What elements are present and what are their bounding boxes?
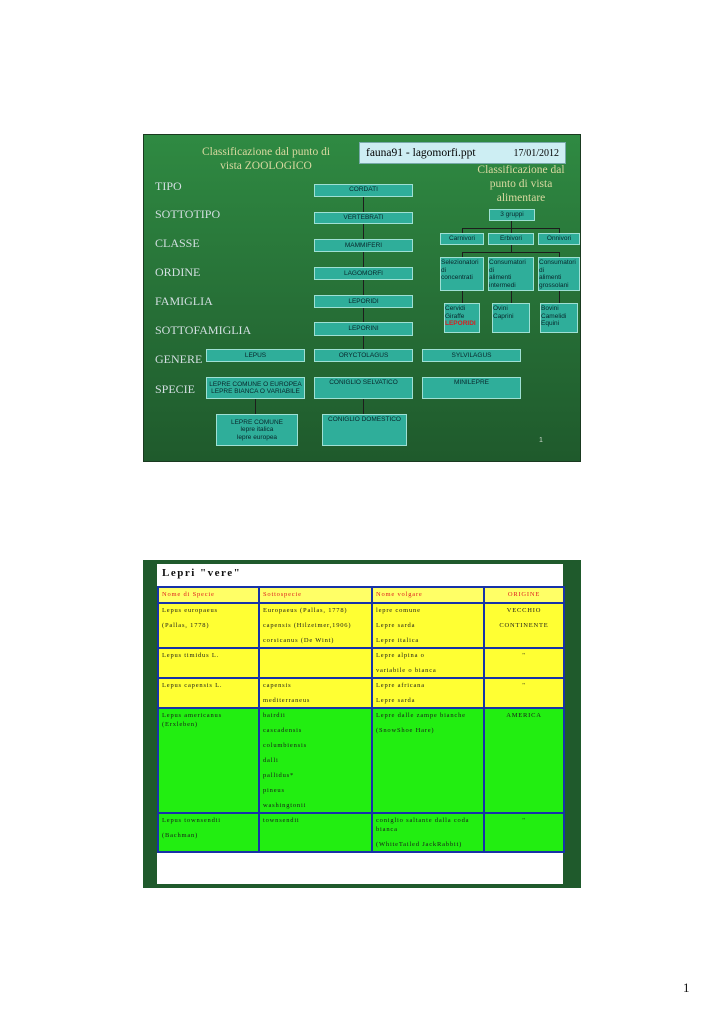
cell-subspecies-line: corsicanus (De Wint) bbox=[263, 637, 335, 644]
table-row bbox=[158, 813, 564, 852]
cell-subspecies-line: washingtonii bbox=[263, 802, 307, 809]
cell-species bbox=[158, 708, 259, 813]
food-sel-line: di bbox=[441, 266, 447, 274]
cell-common-name-line: Lepre dalle zampe bianche bbox=[376, 712, 466, 719]
food-consumatori-grossolani bbox=[538, 257, 580, 291]
taxon-cordati: CORDATI bbox=[314, 184, 413, 197]
cell-common-name-line: Lepre africana bbox=[376, 682, 425, 689]
taxon-lagomorfi: LAGOMORFI bbox=[314, 267, 413, 280]
food-int-line: alimenti bbox=[489, 274, 512, 281]
cell-species-line: Lepus townsendii bbox=[162, 817, 221, 824]
cell-origin-line: AMERICA bbox=[506, 712, 542, 719]
slide-lepri-vere bbox=[143, 560, 581, 888]
header-species: Nome di Specie bbox=[158, 587, 259, 603]
cell-subspecies bbox=[259, 813, 372, 852]
table-row bbox=[158, 603, 564, 648]
taxon-leporini: LEPORINI bbox=[314, 322, 413, 336]
subspecies-lepre-line-1: LEPRE COMUNE bbox=[230, 418, 283, 426]
connector bbox=[462, 252, 560, 253]
rank-classe: CLASSE bbox=[155, 236, 200, 250]
food-3-gruppi: 3 gruppi bbox=[489, 209, 535, 221]
table-row bbox=[158, 708, 564, 813]
header-origin: ORIGINE bbox=[484, 587, 564, 603]
food-sel-line: concentrati bbox=[441, 274, 473, 281]
cell-subspecies-line: pineus bbox=[263, 787, 285, 794]
cell-common-name bbox=[372, 603, 484, 648]
cell-species-line: Lepus timidus L. bbox=[162, 652, 220, 659]
food-cervidi: Cervidi bbox=[445, 305, 466, 312]
cell-origin-line: " bbox=[522, 817, 526, 824]
food-int-line: intermedi bbox=[489, 281, 516, 289]
table-row bbox=[158, 648, 564, 678]
cell-subspecies-line: Europaeus (Pallas, 1778) bbox=[263, 607, 348, 614]
cell-subspecies-line: columbiensis bbox=[263, 742, 307, 749]
slide-title: Lepri "vere" bbox=[162, 567, 242, 579]
cell-subspecies-line: capensis bbox=[263, 682, 292, 689]
cell-species bbox=[158, 603, 259, 648]
table-body bbox=[158, 603, 564, 852]
cell-origin bbox=[484, 678, 564, 708]
food-bovini: Bovini bbox=[541, 305, 559, 312]
food-title: Classificazione dal punto di vista alimentare bbox=[477, 164, 565, 204]
cell-species-line: Lepus capensis L. bbox=[162, 682, 223, 689]
food-int-line: di bbox=[489, 266, 495, 274]
genus-sylvilagus: SYLVILAGUS bbox=[422, 349, 521, 362]
genus-lepus: LEPUS bbox=[206, 349, 305, 362]
species-lepre-line-1: LEPRE COMUNE O EUROPEA bbox=[209, 380, 302, 388]
cell-origin bbox=[484, 708, 564, 813]
header-subspecies: Sottospecie bbox=[259, 587, 372, 603]
file-name: fauna91 - lagomorfi.ppt bbox=[366, 147, 476, 159]
connector bbox=[255, 399, 256, 415]
food-ovini: Ovini bbox=[493, 305, 508, 312]
species-lepre bbox=[206, 377, 305, 399]
cell-species bbox=[158, 813, 259, 852]
rank-famiglia: FAMIGLIA bbox=[155, 294, 213, 308]
taxon-vertebrati: VERTEBRATI bbox=[314, 212, 413, 224]
cell-species-line: (Pallas, 1778) bbox=[162, 622, 210, 629]
connector bbox=[363, 196, 364, 213]
food-equini: Equini bbox=[541, 320, 560, 327]
cell-species-line: (Bachman) bbox=[162, 832, 199, 839]
cell-subspecies bbox=[259, 678, 372, 708]
connector bbox=[363, 223, 364, 240]
food-gro-line: Consumatori bbox=[539, 259, 576, 266]
connector bbox=[363, 307, 364, 323]
cell-common-name-line: Lepre italica bbox=[376, 637, 420, 644]
connector bbox=[462, 291, 463, 303]
cell-common-name bbox=[372, 678, 484, 708]
zoological-title: Classificazione dal punto di vista ZOOLOGICO bbox=[201, 146, 331, 172]
cell-common-name bbox=[372, 648, 484, 678]
file-date: 17/01/2012 bbox=[513, 147, 559, 159]
species-lepre-line-2: LEPRE BIANCA O VARIABILE bbox=[211, 388, 300, 395]
cell-origin-line: CONTINENTE bbox=[499, 622, 549, 629]
rank-ordine: ORDINE bbox=[155, 265, 201, 279]
food-camelidi: Camelidi bbox=[541, 312, 567, 320]
cell-common-name bbox=[372, 813, 484, 852]
slide-zoological-classification bbox=[143, 134, 581, 462]
cell-subspecies bbox=[259, 708, 372, 813]
cell-origin-line: " bbox=[522, 652, 526, 659]
cell-subspecies-line: pallidus* bbox=[263, 772, 295, 779]
page-number: 1 bbox=[683, 980, 690, 995]
genus-oryctolagus: ORYCTOLAGUS bbox=[314, 349, 413, 362]
connector bbox=[511, 291, 512, 303]
lepri-table bbox=[157, 586, 565, 853]
cell-common-name bbox=[372, 708, 484, 813]
cell-subspecies bbox=[259, 648, 372, 678]
rank-tipo: TIPO bbox=[155, 179, 182, 193]
food-gro-line: grossolani bbox=[539, 281, 569, 289]
cell-subspecies bbox=[259, 603, 372, 648]
slide-content bbox=[157, 564, 563, 884]
cell-common-name-line: (WhiteTailed JackRabbit) bbox=[376, 841, 463, 848]
taxon-mammiferi: MAMMIFERI bbox=[314, 239, 413, 252]
cell-common-name-line: lepre comune bbox=[376, 607, 421, 614]
taxon-leporidi: LEPORIDI bbox=[314, 295, 413, 308]
subspecies-lepre bbox=[216, 414, 298, 446]
cell-origin bbox=[484, 603, 564, 648]
cell-subspecies-line: cascadensis bbox=[263, 727, 303, 734]
cell-species-line: Lepus americanus (Erxleben) bbox=[162, 712, 222, 728]
cell-subspecies-line: bairdii bbox=[263, 712, 286, 719]
slide-number: 1 bbox=[539, 437, 543, 444]
food-leporidi-highlight: LEPORIDI bbox=[445, 320, 476, 327]
file-info-box bbox=[359, 142, 566, 164]
cell-subspecies-line: dalli bbox=[263, 757, 279, 764]
food-consumatori-intermedi bbox=[488, 257, 534, 291]
cell-common-name-line: Lepre sarda bbox=[376, 697, 416, 704]
connector bbox=[559, 291, 560, 303]
connector bbox=[363, 279, 364, 296]
cell-common-name-line: variabile o bianca bbox=[376, 667, 437, 674]
connector bbox=[511, 221, 512, 228]
food-ovini-group bbox=[492, 303, 530, 333]
cell-species bbox=[158, 648, 259, 678]
cell-species bbox=[158, 678, 259, 708]
cell-origin-line: VECCHIO bbox=[506, 607, 542, 614]
food-giraffe: Giraffe bbox=[445, 312, 465, 320]
species-coniglio-selvatico: CONIGLIO SELVATICO bbox=[314, 377, 413, 399]
cell-subspecies-line: mediterraneus bbox=[263, 697, 311, 704]
rank-sottotipo: SOTTOTIPO bbox=[155, 207, 221, 221]
food-erbivori: Erbivori bbox=[488, 233, 534, 245]
cell-origin bbox=[484, 813, 564, 852]
cell-common-name-line: coniglio saltante dalla coda bianca bbox=[376, 817, 470, 833]
cell-common-name-line: Lepre sarda bbox=[376, 622, 416, 629]
connector bbox=[363, 251, 364, 268]
rank-sottofamiglia: SOTTOFAMIGLIA bbox=[155, 323, 252, 337]
cell-subspecies-line: townsendii bbox=[263, 817, 300, 824]
food-bovini-group bbox=[540, 303, 578, 333]
food-int-line: Consumatori bbox=[489, 259, 526, 266]
connector bbox=[363, 335, 364, 350]
cell-common-name-line: (SnowShoe Hare) bbox=[376, 727, 435, 734]
header-common-name: Nome volgare bbox=[372, 587, 484, 603]
food-gro-line: alimenti bbox=[539, 274, 562, 281]
food-onnivori: Onnivori bbox=[538, 233, 580, 245]
table-header-row bbox=[158, 587, 564, 603]
food-gro-line: di bbox=[539, 266, 545, 274]
food-carnivori: Carnivori bbox=[440, 233, 484, 245]
food-selezionatori bbox=[440, 257, 484, 291]
subspecies-lepre-line-3: lepre europea bbox=[236, 433, 278, 441]
cell-species-line: Lepus europaeus bbox=[162, 607, 218, 614]
cell-subspecies-line: capensis (Hilzeimer,1906) bbox=[263, 622, 352, 629]
cell-origin-line: " bbox=[522, 682, 526, 689]
cell-common-name-line: Lepre alpina o bbox=[376, 652, 425, 659]
rank-specie: SPECIE bbox=[155, 382, 196, 396]
species-coniglio-domestico: CONIGLIO DOMESTICO bbox=[322, 414, 407, 446]
food-sel-line: Selezionatori bbox=[441, 259, 479, 266]
cell-origin bbox=[484, 648, 564, 678]
food-cervidi-group bbox=[444, 303, 480, 333]
rank-genere: GENERE bbox=[155, 352, 203, 366]
food-caprini: Caprini bbox=[493, 312, 514, 320]
connector bbox=[363, 399, 364, 415]
table-row bbox=[158, 678, 564, 708]
species-minilepre: MINILEPRE bbox=[422, 377, 521, 399]
subspecies-lepre-line-2: lepre italica bbox=[240, 426, 274, 434]
